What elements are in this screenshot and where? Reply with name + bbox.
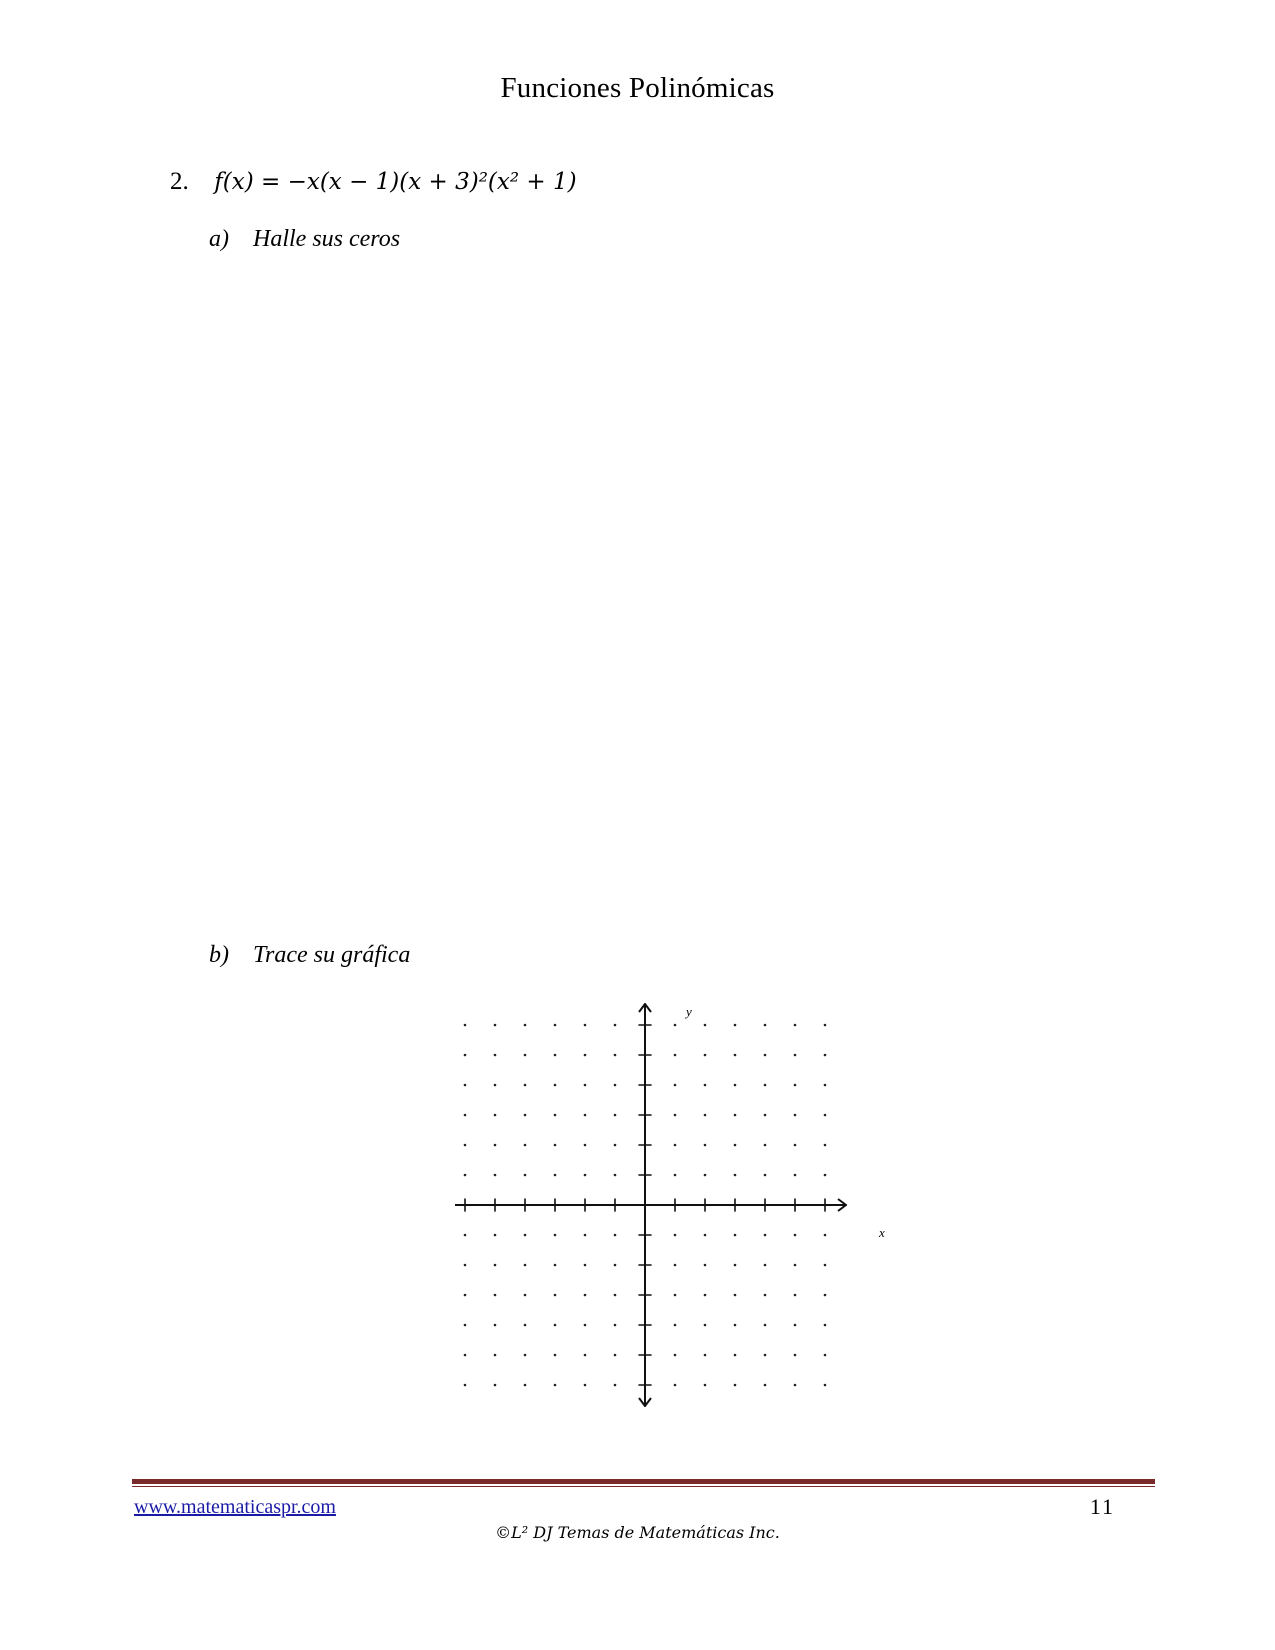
grid-dot [824,1234,827,1237]
grid-dot [494,1084,497,1087]
grid-dot [704,1294,707,1297]
problem-formula: f(x) = −x(x − 1)(x + 3)²(x² + 1) [214,169,577,195]
grid-dot [584,1084,587,1087]
grid-dot [764,1114,767,1117]
grid-dot [824,1384,827,1387]
grid-dot [674,1084,677,1087]
grid-dot [614,1084,617,1087]
grid-dot [674,1324,677,1327]
axes [455,1004,846,1406]
grid-dot [614,1234,617,1237]
grid-dot [464,1084,467,1087]
grid-dot [824,1324,827,1327]
grid-dot [794,1384,797,1387]
grid-dot [674,1174,677,1177]
grid-dot [554,1144,557,1147]
grid-dot [764,1324,767,1327]
grid-dot [824,1264,827,1267]
grid-dot [704,1114,707,1117]
grid-dot [824,1354,827,1357]
grid-dot [824,1024,827,1027]
grid-dot [704,1174,707,1177]
grid-dot [614,1384,617,1387]
grid-dot [734,1144,737,1147]
grid-dot [824,1174,827,1177]
grid-dot [734,1354,737,1357]
grid-dot [734,1054,737,1057]
grid-dot [524,1264,527,1267]
grid-dot [554,1234,557,1237]
grid-dot [584,1354,587,1357]
grid-dot [704,1234,707,1237]
grid-dot [794,1294,797,1297]
grid-dot [704,1054,707,1057]
grid-dot [734,1294,737,1297]
grid-dot [764,1234,767,1237]
grid-dot [704,1084,707,1087]
grid-dot [584,1024,587,1027]
page-number: 11 [1089,1494,1115,1519]
footer-rule [132,1479,1155,1484]
grid-dot [674,1024,677,1027]
grid-dot [554,1294,557,1297]
grid-dot [614,1144,617,1147]
grid-dot [614,1354,617,1357]
grid-dot [614,1174,617,1177]
grid-dot [494,1264,497,1267]
grid-dot [764,1264,767,1267]
grid-dot [824,1114,827,1117]
grid-dot [584,1144,587,1147]
grid-dot [764,1294,767,1297]
grid-dot [524,1174,527,1177]
grid-dot [734,1174,737,1177]
grid-dot [494,1144,497,1147]
grid-dot [794,1234,797,1237]
grid-dot [824,1144,827,1147]
part-a [209,226,400,253]
part-a-letter: a) [209,226,229,252]
grid-dot [734,1024,737,1027]
grid-dot [584,1114,587,1117]
grid-dot [524,1054,527,1057]
grid-dot [824,1294,827,1297]
grid-dot [584,1384,587,1387]
grid-dot [494,1024,497,1027]
grid-dot [764,1384,767,1387]
grid-dot [674,1294,677,1297]
grid-dot [464,1354,467,1357]
grid-dot [524,1324,527,1327]
grid-dot [794,1354,797,1357]
grid-dot [794,1324,797,1327]
grid-dot [794,1174,797,1177]
grid-dot [554,1354,557,1357]
grid-dot [464,1264,467,1267]
grid-dot [614,1264,617,1267]
grid-dot [674,1114,677,1117]
grid-dot [494,1384,497,1387]
grid-dot [464,1054,467,1057]
problem-statement [170,168,577,196]
grid-dot [554,1024,557,1027]
grid-dot [704,1264,707,1267]
grid-dot [554,1114,557,1117]
part-b-text: Trace su gráfica [253,942,411,968]
x-axis-label: x [879,1225,885,1240]
grid-dot [794,1144,797,1147]
grid-dot [764,1354,767,1357]
grid-dot [494,1174,497,1177]
grid-dot [764,1174,767,1177]
grid-dot [764,1054,767,1057]
y-axis-label: y [686,1004,692,1019]
grid-dot [494,1324,497,1327]
grid-dot [794,1054,797,1057]
grid-dot [794,1264,797,1267]
grid-dot [584,1054,587,1057]
grid-dot [554,1084,557,1087]
grid-dot [734,1114,737,1117]
grid-dot [674,1234,677,1237]
grid-dot [524,1354,527,1357]
footer-rule-thin [132,1486,1155,1487]
grid-dot [524,1084,527,1087]
grid-dot [464,1234,467,1237]
grid-dot [764,1084,767,1087]
part-b [209,942,410,969]
grid-dot [524,1144,527,1147]
grid-dot [734,1264,737,1267]
grid-dot [524,1114,527,1117]
grid-dot [674,1144,677,1147]
grid-dot [554,1174,557,1177]
grid-dot [464,1114,467,1117]
problem-number: 2. [170,168,189,195]
grid-dot [584,1264,587,1267]
grid-dot [734,1324,737,1327]
grid-dot [554,1384,557,1387]
grid-dot [614,1324,617,1327]
grid-dot [584,1324,587,1327]
grid-dot [734,1384,737,1387]
grid-dot [794,1084,797,1087]
part-a-text: Halle sus ceros [253,226,401,252]
part-b-letter: b) [209,942,229,968]
grid-dot [704,1354,707,1357]
grid-dot [764,1024,767,1027]
grid-dot [464,1144,467,1147]
grid-dot [524,1384,527,1387]
grid-dot [704,1324,707,1327]
copyright-notice: ©L² DJ Temas de Matemáticas Inc. [495,1523,780,1542]
grid-dot [824,1054,827,1057]
grid-dot [704,1144,707,1147]
grid-dot [734,1234,737,1237]
grid-dot [674,1354,677,1357]
grid-dot [584,1294,587,1297]
coordinate-grid [455,995,895,1435]
grid-dot [494,1114,497,1117]
grid-dot [584,1234,587,1237]
grid-dot [494,1234,497,1237]
grid-dot [614,1294,617,1297]
grid-dot [824,1084,827,1087]
grid-dot [524,1234,527,1237]
grid-dot [704,1024,707,1027]
grid-dot [524,1294,527,1297]
grid-dot [464,1384,467,1387]
grid-dot [464,1174,467,1177]
grid-dot [794,1114,797,1117]
grid-dot [764,1144,767,1147]
grid-dot [614,1024,617,1027]
grid-dot [614,1054,617,1057]
grid-dot [794,1024,797,1027]
grid-dot [494,1294,497,1297]
grid-dot [554,1054,557,1057]
grid-dot [674,1054,677,1057]
grid-dot [524,1024,527,1027]
grid-dot [464,1324,467,1327]
grid-dot [734,1084,737,1087]
grid-dot [464,1294,467,1297]
grid-dot [674,1384,677,1387]
page-title: Funciones Polinómicas [500,72,775,104]
grid-dot [584,1174,587,1177]
grid-dot [554,1264,557,1267]
grid-dot [614,1114,617,1117]
grid-dot [704,1384,707,1387]
grid-dot [674,1264,677,1267]
grid-dot [494,1354,497,1357]
grid-dot [554,1324,557,1327]
grid-dot [494,1054,497,1057]
grid-dot [464,1024,467,1027]
website-link[interactable]: www.matematicaspr.com [134,1496,336,1518]
